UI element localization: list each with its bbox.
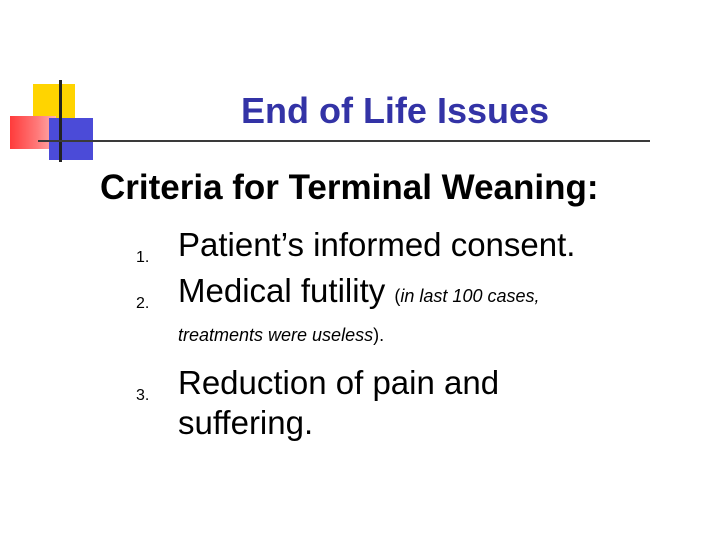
list-item [136, 363, 706, 443]
slide-subtitle: Criteria for Terminal Weaning: [100, 168, 599, 207]
note-close-paren: ). [373, 325, 385, 345]
list-item [136, 268, 706, 349]
list-item [136, 222, 706, 268]
list-item-number: 1. [136, 249, 150, 266]
note-italic-part-2: treatments were useless [178, 325, 374, 345]
title-divider-line [38, 140, 650, 142]
slide-title: End of Life Issues [240, 90, 550, 131]
logo-blue-square [49, 118, 93, 160]
list-item-note-continuation [178, 321, 706, 349]
logo-vertical-line [59, 80, 62, 162]
list-item-text-line-1: Reduction of pain and [178, 364, 500, 401]
list-item-main-text: Medical futility [178, 272, 386, 309]
slide-logo [0, 0, 100, 170]
list-item-text: Patient’s informed consent. [178, 226, 576, 263]
list-item-note [394, 286, 539, 306]
list-item-number: 3. [136, 387, 150, 404]
list-item-text [178, 268, 706, 319]
list-item-number: 2. [136, 295, 150, 312]
note-italic-part-1: in last 100 cases, [400, 286, 540, 306]
criteria-list [136, 222, 706, 443]
note-open-paren: ( [394, 286, 401, 306]
list-item-text-line-2: suffering. [178, 404, 314, 441]
